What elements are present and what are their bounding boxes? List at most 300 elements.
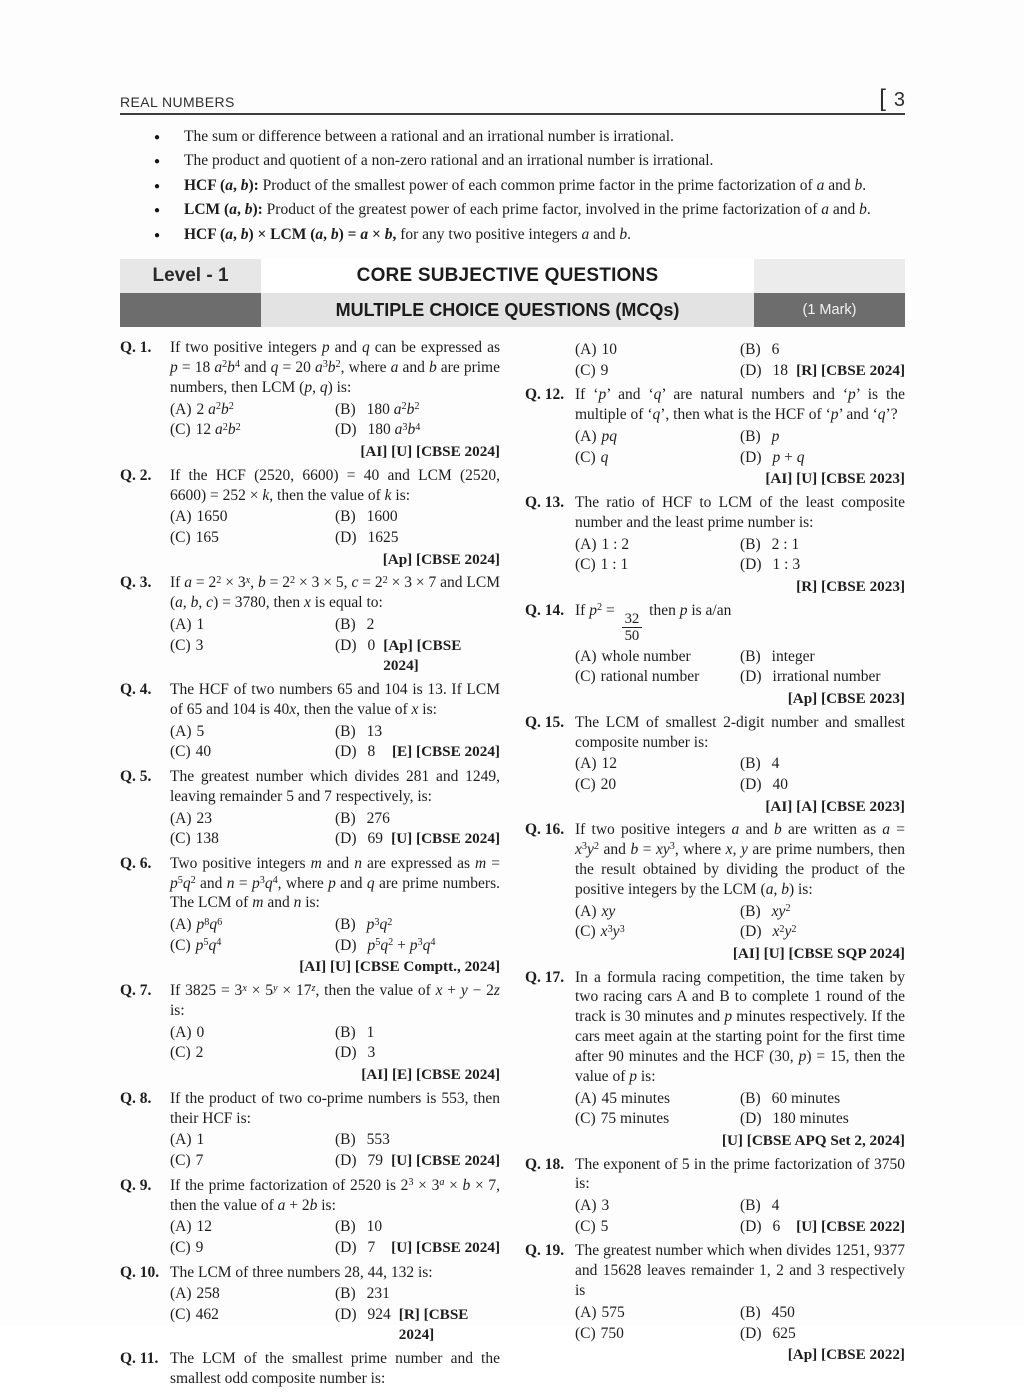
option xyxy=(335,915,392,936)
question-block xyxy=(525,601,905,709)
option-text: $p^5q^4$ xyxy=(195,936,222,954)
option-row xyxy=(575,775,905,796)
option-row xyxy=(575,535,905,556)
option-label: (C) xyxy=(170,636,191,654)
option-label: (C) xyxy=(170,743,191,761)
option xyxy=(170,1238,335,1259)
option-text: 1650 xyxy=(196,508,228,526)
option-text: 2 : 1 xyxy=(771,535,800,553)
option-row xyxy=(575,427,905,448)
option-label: (B) xyxy=(335,1218,356,1236)
option xyxy=(335,829,383,850)
option-row xyxy=(170,420,500,441)
option xyxy=(575,902,740,923)
option-text: 1600 xyxy=(366,508,398,526)
question-block xyxy=(120,1089,500,1172)
question-tag: [Ap] [CBSE 2024] xyxy=(383,636,462,674)
option-label: (C) xyxy=(170,936,191,954)
option-text: 276 xyxy=(366,809,390,827)
option xyxy=(740,1196,779,1217)
options-group xyxy=(170,809,500,850)
option xyxy=(335,1151,383,1172)
option xyxy=(335,936,435,957)
option-text: 575 xyxy=(601,1303,625,1321)
option-label: (C) xyxy=(170,1044,191,1062)
options-group xyxy=(170,1130,500,1171)
option-text: 625 xyxy=(772,1324,796,1342)
question-number: Q. 16. xyxy=(525,821,565,839)
question-row xyxy=(120,1349,500,1389)
question-row xyxy=(120,767,500,807)
option-row xyxy=(170,1151,500,1172)
option xyxy=(170,1043,335,1064)
option-text: 180 $a^2b^2$ xyxy=(366,400,420,418)
option-text: 4 xyxy=(771,1197,780,1215)
question-text: The LCM of the smallest prime number and the smallest odd composite number is: xyxy=(170,1350,500,1388)
list-item xyxy=(154,177,905,195)
option-label: (C) xyxy=(575,1110,596,1128)
option xyxy=(335,528,399,549)
option-text: 1625 xyxy=(367,528,399,546)
option-row xyxy=(575,922,905,943)
option-label: (C) xyxy=(170,1238,191,1256)
option-label: (A) xyxy=(575,755,597,773)
option xyxy=(575,361,740,382)
option xyxy=(335,507,398,528)
option-row xyxy=(575,361,905,382)
question-tag: [AI] [E] [CBSE 2024] xyxy=(361,1066,500,1084)
option xyxy=(335,636,375,657)
option-text: 6 xyxy=(771,341,780,359)
option xyxy=(575,647,740,668)
question-block xyxy=(120,573,500,676)
question-number: Q. 19. xyxy=(525,1242,565,1260)
option-text: 60 minutes xyxy=(771,1089,841,1107)
question-row xyxy=(525,1155,905,1195)
option xyxy=(575,1089,740,1110)
options-group xyxy=(170,1217,500,1258)
question-text: If two positive integers a and b are written as $a = x^3y^2$ and $b = xy^3$, where x, y are prime numbers, then the result obtained by dividing the product of the positive integers by the LCM (a, b) is: xyxy=(575,821,905,898)
options-group xyxy=(575,902,905,943)
option xyxy=(170,1130,335,1151)
option-row xyxy=(575,647,905,668)
option-label: (D) xyxy=(740,1110,762,1128)
question-text: If two positive integers p and q can be expressed as p = 18 $a^2b^4$ and q = 20 $a^3b^2$, where a and b are prime numbers, then LCM (p, q) is: xyxy=(170,339,500,396)
option xyxy=(335,722,382,743)
option-label: (B) xyxy=(335,400,356,418)
option-label: (B) xyxy=(740,341,761,359)
bullet-icon: ● xyxy=(154,230,161,242)
options-group xyxy=(575,535,905,576)
option-text: 23 xyxy=(196,809,213,827)
question-row xyxy=(120,1176,500,1216)
banner-spacer-dark xyxy=(120,293,261,327)
option xyxy=(575,1109,740,1130)
options-group xyxy=(170,400,500,441)
option xyxy=(740,1303,795,1324)
option-text: 231 xyxy=(366,1285,390,1303)
page-number xyxy=(879,85,905,112)
question-text: The greatest number which when divides 1251, 9377 and 15628 leaves remainder 1, 2 and 3 respectively is xyxy=(575,1242,905,1300)
option-row xyxy=(170,528,500,549)
question-block xyxy=(120,338,500,461)
question-tag: [AI] [U] [CBSE 2024] xyxy=(360,442,500,460)
question-row xyxy=(120,573,500,613)
option-text: 5 xyxy=(196,722,205,740)
option xyxy=(170,1217,335,1238)
option-label: (D) xyxy=(740,1324,762,1342)
question-row xyxy=(525,1241,905,1300)
question-block xyxy=(525,713,905,817)
question-number: Q. 17. xyxy=(525,968,565,986)
question-block xyxy=(120,1349,500,1389)
question-block xyxy=(525,493,905,597)
option-label: (A) xyxy=(170,722,192,740)
option-text: xy xyxy=(601,902,616,920)
option xyxy=(170,1023,335,1044)
option-text: $x^2y^2$ xyxy=(772,923,797,941)
option-text: irrational number xyxy=(772,668,881,686)
question-row xyxy=(120,680,500,720)
bullet-icon: ● xyxy=(154,205,161,217)
option xyxy=(575,340,740,361)
option-label: (D) xyxy=(335,830,357,848)
question-block xyxy=(120,466,500,570)
question-text: If $a = 2^2 \times 3^x$, $b = 2^2 \times 3 \times 5$, $c = 2^2 \times 3 \times 7$ and LCM (a, b, c) = 3780, then x is equal to: xyxy=(170,574,501,612)
option-label: (D) xyxy=(740,1217,762,1235)
option-text: 1 : 1 xyxy=(600,556,629,574)
question-text: Two positive integers m and n are expressed as $m = p^5q^2$ and $n = p^3q^4$, where p and q are prime numbers. The LCM of m and n is: xyxy=(170,854,500,912)
option-label: (B) xyxy=(740,428,761,446)
option-text: p + q xyxy=(772,448,805,466)
option-label: (D) xyxy=(335,1044,357,1062)
option xyxy=(575,922,740,943)
option xyxy=(335,809,390,830)
option-label: (C) xyxy=(575,775,596,793)
bullet-icon: ● xyxy=(154,131,161,143)
question-text: If $3825 = 3^x \times 5^y \times 17^z$, then the value of x + y − 2z is: xyxy=(170,982,500,1020)
page-header xyxy=(120,85,905,115)
option-row xyxy=(575,1324,905,1345)
option xyxy=(740,427,779,448)
bullet-text: HCF (a, b) × LCM (a, b) = a × b, for any two positive integers a and b. xyxy=(184,226,631,244)
option-label: (B) xyxy=(335,615,356,633)
question-row xyxy=(120,1263,500,1283)
question-number: Q. 4. xyxy=(120,681,152,698)
option-label: (A) xyxy=(575,428,597,446)
question-row xyxy=(120,338,500,397)
question-text: In a formula racing competition, the time taken by two racing cars A and B to complete 1 round of the track is 30 minutes and p minutes respectively. If the cars meet again at the starting point for the first time after 90 minutes and the HCF (30, p) = 15, then the value of p is: xyxy=(575,968,906,1085)
options-group xyxy=(575,1303,905,1344)
option xyxy=(170,636,335,657)
option-text: $p^8q^6$ xyxy=(196,916,223,934)
option-row xyxy=(170,915,500,936)
option-label: (A) xyxy=(575,535,597,553)
option-row xyxy=(575,340,905,361)
options-group xyxy=(575,647,905,688)
option xyxy=(575,1324,740,1345)
question-tag: [U] [CBSE 2022] xyxy=(796,1217,905,1235)
option xyxy=(170,829,335,850)
questions-column-left xyxy=(120,338,500,1393)
options-group xyxy=(170,615,500,676)
option-label: (D) xyxy=(335,1306,357,1324)
option-label: (C) xyxy=(575,361,596,379)
option-label: (A) xyxy=(170,400,192,418)
question-text: The LCM of smallest 2-digit number and smallest composite number is: xyxy=(575,713,905,751)
option-row xyxy=(170,1305,500,1345)
question-tag: [U] [CBSE 2024] xyxy=(391,830,500,848)
option-row xyxy=(170,1238,500,1259)
option-row xyxy=(575,1217,905,1238)
option xyxy=(170,400,335,421)
option-label: (B) xyxy=(335,809,356,827)
question-block xyxy=(525,1241,905,1364)
bullet-text: The product and quotient of a non-zero rational and an irrational number is irrational. xyxy=(184,152,714,170)
option xyxy=(575,535,740,556)
option-label: (D) xyxy=(335,421,357,439)
option-label: (A) xyxy=(575,1197,597,1215)
question-number: Q. 8. xyxy=(120,1089,152,1107)
option-label: (B) xyxy=(335,916,356,934)
option-row xyxy=(575,1089,905,1110)
question-block xyxy=(525,1155,905,1238)
option xyxy=(170,809,335,830)
option-label: (A) xyxy=(170,1285,192,1303)
question-number: Q. 3. xyxy=(120,574,152,592)
key-points-list xyxy=(154,128,905,245)
option-text: 75 minutes xyxy=(600,1110,670,1128)
question-number: Q. 1. xyxy=(120,339,152,357)
option-label: (D) xyxy=(335,743,357,761)
option-text: 258 xyxy=(196,1285,220,1303)
question-number: Q. 5. xyxy=(120,767,152,785)
question-row xyxy=(525,493,905,533)
option-text: integer xyxy=(771,647,815,665)
option-text: 165 xyxy=(195,528,219,546)
option-text: 9 xyxy=(195,1238,204,1256)
option xyxy=(335,1305,391,1326)
options-group xyxy=(170,1284,500,1345)
option xyxy=(740,902,791,923)
option-label: (C) xyxy=(575,668,596,686)
option-row xyxy=(170,1043,500,1064)
option-label: (A) xyxy=(575,902,597,920)
question-number: Q. 2. xyxy=(120,466,152,484)
option-row xyxy=(170,636,500,676)
option-label: (C) xyxy=(170,1152,191,1170)
option-row xyxy=(170,1130,500,1151)
option-label: (A) xyxy=(575,341,597,359)
option-label: (C) xyxy=(575,923,596,941)
option-label: (A) xyxy=(170,1131,192,1149)
option xyxy=(575,555,740,576)
page-number-bracket: [ xyxy=(879,85,886,112)
option xyxy=(335,1238,375,1259)
option-label: (A) xyxy=(170,916,192,934)
option-label: (B) xyxy=(335,1023,356,1041)
option-label: (A) xyxy=(170,615,192,633)
question-row xyxy=(525,713,905,753)
question-number: Q. 11. xyxy=(120,1350,159,1368)
option-text: 79 xyxy=(367,1152,384,1170)
question-row xyxy=(525,601,905,645)
option-label: (B) xyxy=(740,1089,761,1107)
option-label: (A) xyxy=(170,1023,192,1041)
option-label: (C) xyxy=(575,1217,596,1235)
option-text: 7 xyxy=(367,1238,376,1256)
bullet-text: The sum or difference between a rational and an irrational number is irrational. xyxy=(184,127,674,145)
option xyxy=(575,427,740,448)
option-text: 40 xyxy=(772,775,789,793)
question-text: The ratio of HCF to LCM of the least composite number and the least prime number is: xyxy=(575,494,905,531)
option-text: 138 xyxy=(195,830,219,848)
option xyxy=(740,647,815,668)
option-text: 13 xyxy=(366,722,383,740)
option xyxy=(335,1284,390,1305)
option-text: 1 xyxy=(196,615,205,633)
question-row xyxy=(120,981,500,1021)
bullet-text: HCF (a, b): Product of the smallest power of each common prime factor in the prime factorization of a and b. xyxy=(184,176,867,194)
option-text: q xyxy=(600,448,609,466)
option-text: 5 xyxy=(600,1217,609,1235)
option-text: 0 xyxy=(367,636,376,654)
option xyxy=(335,420,420,441)
list-item xyxy=(154,152,905,170)
option-text: 924 xyxy=(367,1306,391,1324)
option-row xyxy=(575,754,905,775)
bullet-icon: ● xyxy=(154,180,161,192)
list-item xyxy=(154,201,905,219)
option xyxy=(575,754,740,775)
option-label: (B) xyxy=(740,1303,761,1321)
options-group xyxy=(575,1089,905,1130)
option xyxy=(170,420,335,441)
question-row xyxy=(525,820,905,899)
option xyxy=(740,922,797,943)
option-row xyxy=(170,829,500,850)
question-number: Q. 18. xyxy=(525,1155,565,1173)
option xyxy=(170,507,335,528)
option xyxy=(170,742,335,763)
question-row xyxy=(120,466,500,506)
options-group xyxy=(575,340,905,381)
bullet-icon: ● xyxy=(154,156,161,168)
option-label: (D) xyxy=(335,936,357,954)
option-text: whole number xyxy=(601,647,691,665)
question-block xyxy=(120,981,500,1085)
option-label: (B) xyxy=(335,1285,356,1303)
option-label: (B) xyxy=(335,722,356,740)
option xyxy=(740,754,779,775)
option-label: (D) xyxy=(740,556,762,574)
option-label: (C) xyxy=(170,830,191,848)
option-label: (A) xyxy=(575,1303,597,1321)
question-number: Q. 14. xyxy=(525,601,565,619)
question-block xyxy=(525,968,905,1151)
options-group xyxy=(170,915,500,956)
option-label: (D) xyxy=(335,1238,357,1256)
question-block xyxy=(525,340,905,381)
option xyxy=(170,1151,335,1172)
option-text: 2 xyxy=(366,615,375,633)
question-text: If the HCF (2520, 6600) = 40 and LCM (2520, 6600) = 252 × k, then the value of k is: xyxy=(170,466,500,504)
option-label: (B) xyxy=(740,1197,761,1215)
option xyxy=(335,742,375,763)
option-row xyxy=(170,809,500,830)
option xyxy=(335,1043,375,1064)
bullet-text: LCM (a, b): Product of the greatest power of each prime factor, involved in the prime factorization of a and b. xyxy=(184,201,871,219)
question-tag: [E] [CBSE 2024] xyxy=(391,743,500,761)
option-label: (D) xyxy=(740,923,762,941)
subsection-title: MULTIPLE CHOICE QUESTIONS (MCQs) xyxy=(261,293,754,327)
option-row xyxy=(170,936,500,957)
option-label: (B) xyxy=(335,1131,356,1149)
option xyxy=(575,1217,740,1238)
question-number: Q. 7. xyxy=(120,982,152,1000)
option-text: 12 xyxy=(601,755,618,773)
question-tag: [U] [CBSE 2024] xyxy=(391,1152,500,1170)
option xyxy=(740,1324,796,1345)
question-number: Q. 13. xyxy=(525,494,565,512)
option-text: 10 xyxy=(366,1218,383,1236)
question-number: Q. 9. xyxy=(120,1176,152,1194)
option-text: 180 minutes xyxy=(772,1110,849,1128)
options-group xyxy=(575,754,905,795)
option-label: (A) xyxy=(170,809,192,827)
option-label: (A) xyxy=(575,1089,597,1107)
option-text: 3 xyxy=(367,1044,376,1062)
option-row xyxy=(170,1023,500,1044)
option-text: 8 xyxy=(367,743,376,761)
question-text: The exponent of 5 in the prime factorization of 3750 is: xyxy=(575,1155,905,1193)
question-block xyxy=(120,854,500,977)
option-text: $p^5q^2 + p^3q^4$ xyxy=(367,936,436,954)
option xyxy=(170,915,335,936)
list-item xyxy=(154,226,905,244)
option-text: 12 $a^2b^2$ xyxy=(195,421,241,439)
question-block xyxy=(120,680,500,763)
question-tag: [AI] [U] [CBSE Comptt., 2024] xyxy=(299,958,500,976)
option xyxy=(170,936,335,957)
option-text: pq xyxy=(601,428,618,446)
marks-badge: (1 Mark) xyxy=(754,293,905,327)
option-text: 2 xyxy=(195,1044,204,1062)
option-text: 1 : 2 xyxy=(601,535,630,553)
question-number: Q. 12. xyxy=(525,386,565,404)
option xyxy=(170,1305,335,1326)
question-tag: [R] [CBSE 2024] xyxy=(796,361,905,379)
question-tag: [AI] [U] [CBSE 2023] xyxy=(765,470,905,488)
option xyxy=(575,1303,740,1324)
option xyxy=(170,722,335,743)
two-column-layout xyxy=(120,338,905,1393)
option-text: 40 xyxy=(195,743,212,761)
question-tag: [Ap] [CBSE 2022] xyxy=(787,1346,905,1364)
option-label: (A) xyxy=(575,647,597,665)
question-tag: [U] [CBSE 2024] xyxy=(391,1238,500,1256)
question-block xyxy=(120,767,500,850)
question-number: Q. 6. xyxy=(120,854,152,872)
option-text: 1 xyxy=(196,1131,205,1149)
question-row xyxy=(525,385,905,425)
question-block xyxy=(120,1263,500,1346)
option xyxy=(740,1217,780,1238)
option xyxy=(740,361,788,382)
option-text: 3 xyxy=(195,636,204,654)
option xyxy=(335,1217,382,1238)
option-text: 20 xyxy=(600,775,617,793)
